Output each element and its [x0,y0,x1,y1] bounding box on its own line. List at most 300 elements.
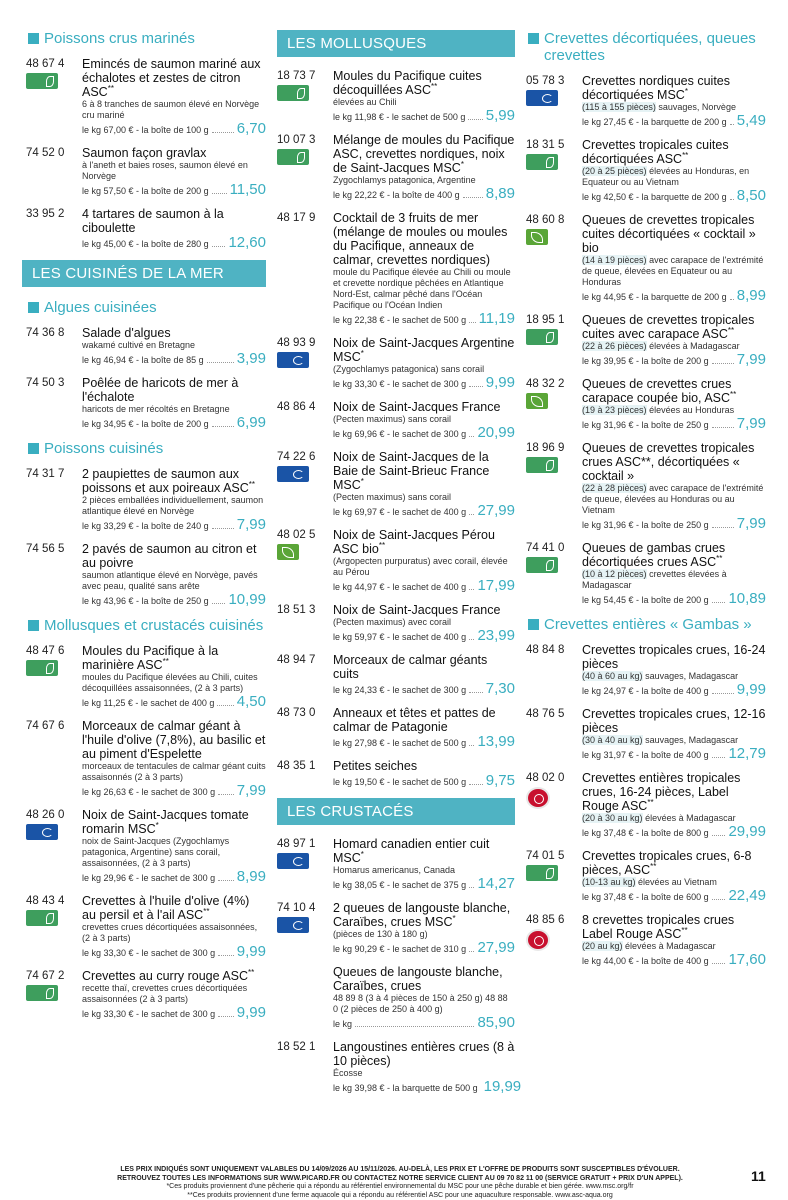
asc-logo-icon [26,73,58,89]
product-description-text: haricots de mer récoltés en Bretagne [82,404,230,414]
product-details [333,837,515,891]
unit-price: le kg 46,94 € - la boîte de 85 g [82,355,204,365]
unit-price: le kg 44,00 € - la boîte de 400 g [582,956,709,966]
product-name [333,603,515,617]
unit-price: le kg 39,98 € - la barquette de 500 g [333,1083,478,1093]
unit-price: le kg 34,95 € - la boîte de 200 g [82,419,209,429]
product-left [526,643,582,697]
unit-price: le kg 11,98 € - le sachet de 500 g [333,112,466,122]
certification-marker: ** [681,925,688,935]
product-item [26,542,266,607]
product-name-text: Noix de Saint-Jacques France [333,400,501,414]
product-name-text: Homard canadien entier cuit MSC [333,837,490,865]
product-item [526,643,766,697]
asc-logo-icon [526,865,558,881]
product-price: 8,99 [736,287,766,304]
product-name [333,965,515,993]
product-code: 48 47 6 [26,645,65,657]
product-name [82,644,266,672]
product-code: 74 50 3 [26,377,65,389]
product-price: 12,79 [728,745,766,762]
product-price: 17,60 [728,951,766,968]
product-price: 3,99 [236,350,266,367]
product-price: 8,89 [485,185,515,202]
product-price: 7,99 [236,782,266,799]
section-band: LES CUISINÉS DE LA MER [22,260,266,287]
product-code: 48 02 0 [526,772,565,784]
product-name [82,969,266,983]
product-name [582,441,766,483]
product-price: 27,99 [477,939,515,956]
product-price: 22,49 [728,887,766,904]
product-description-text: avec carapace de l'extrémité de queue, élevées au Honduras ou au Vietnam [582,483,764,515]
product-details [333,653,515,696]
product-left [277,528,333,593]
product-details [333,759,515,788]
product-name-text: Poêlée de haricots de mer à l'échalote [82,376,239,404]
product-details [333,603,515,643]
asc-logo-icon [526,557,558,573]
certification-marker: ** [378,540,386,550]
product-details [333,450,515,518]
product-name [82,808,266,836]
asc-logo-icon [526,457,558,473]
product-left [277,450,333,518]
section-heading-text: Crevettes entières « Gambas » [544,616,752,633]
certification-marker: * [360,476,364,486]
product-details [82,146,266,197]
product-item [26,467,266,532]
square-bullet-icon [528,33,539,44]
price-line [582,682,766,697]
product-description [82,570,266,592]
product-code: 74 22 6 [277,451,316,463]
certification-marker: * [452,913,456,923]
product-left [26,894,82,959]
product-name-text: Queues de langouste blanche, Caraïbes, crues [333,965,503,993]
product-details [333,133,515,201]
dotted-leader [469,951,474,952]
price-line [82,592,266,607]
unit-price: le kg 24,33 € - le sachet de 300 g [333,685,467,695]
product-details [333,706,515,749]
product-description-text: sauvages, Madagascar [645,735,739,745]
product-details [82,207,266,250]
product-left [26,719,82,798]
product-item [277,528,515,593]
product-description [82,922,266,944]
unit-price: le kg 29,96 € - le sachet de 300 g [82,873,216,883]
product-name [333,706,515,734]
product-name-text: Queues de crevettes tropicales crues ASC**, décortiquées « cocktail » [582,441,755,483]
product-description-text: moules du Pacifique élevées au Chili, cuites décoquillées assaisonnées, (2 à 3 parts) [82,672,258,693]
unit-price: le kg 38,05 € - le sachet de 375 g [333,880,467,890]
product-name [582,849,766,877]
product-name [82,376,266,404]
price-line [333,681,515,696]
product-left [526,913,582,967]
certification-marker: * [360,348,364,358]
unit-price: le kg 33,30 € - le sachet de 300 g [82,948,216,958]
square-bullet-icon [28,33,39,44]
product-left [26,969,82,1020]
product-item [526,541,766,606]
product-item [26,894,266,959]
asc-logo-icon [26,910,58,926]
section-heading [526,30,766,64]
msc-logo-icon [277,853,309,869]
unit-price: le kg 31,96 € - la boîte de 250 g [582,520,709,530]
product-price: 7,99 [736,515,766,532]
price-line [333,876,515,891]
product-item [277,759,515,788]
page-number: 11 [751,1168,766,1184]
product-details [582,74,766,128]
product-code: 74 67 2 [26,970,65,982]
product-name-text: Moules du Pacifique cuites décoquillées ASC [333,69,482,97]
section-heading [26,299,266,316]
product-item [277,1040,522,1095]
product-item [277,603,515,643]
product-left [277,965,333,1030]
product-code: 74 41 0 [526,542,565,554]
product-left [26,57,82,136]
product-description-text: recette thaï, crevettes crues décortiquées assaisonnées (2 à 3 parts) [82,983,248,1004]
product-name-text: 2 pavés de saumon au citron et au poivre [82,542,257,570]
product-price: 12,60 [228,234,266,251]
product-details [582,913,766,967]
product-description [582,166,766,188]
product-item [277,450,515,518]
dotted-leader [469,514,474,515]
product-name [333,653,515,681]
product-code: 48 73 0 [277,707,316,719]
product-left [526,541,582,606]
unit-price: le kg 22,22 € - la boîte de 400 g [333,190,460,200]
product-item [277,837,515,891]
product-price: 9,99 [236,943,266,960]
price-line [333,108,515,123]
product-description-text: élevées à Madagascar [625,941,716,951]
price-line [582,352,766,367]
product-name-text: Noix de Saint-Jacques de la Baie de Saint-Brieuc France MSC [333,450,490,492]
dotted-leader [212,603,226,604]
product-name-text: Noix de Saint-Jacques France [333,603,501,617]
price-line [82,415,266,430]
certification-marker: * [155,820,159,830]
footer-legal [110,1166,690,1200]
product-name [333,400,515,414]
product-code: 48 35 1 [277,760,316,772]
product-name-text: Noix de Saint-Jacques Argentine MSC [333,336,515,364]
section-heading [26,617,266,634]
product-code: 48 84 8 [526,644,565,656]
product-name-text: Salade d'algues [82,326,171,340]
product-description [82,99,266,121]
dotted-leader [712,363,734,364]
product-name-text: Crevettes tropicales crues, 12-16 pièces [582,707,766,735]
footer-line-3: *Ces produits proviennent d'une pêcherie qui a répondu au référentiel environnemental du MSC pour une pêche durable et bien gérée. www.msc.org/fr [166,1183,634,1190]
product-item [526,138,766,203]
product-item [526,213,766,303]
product-description-text: (Pecten maximus) sans corail [333,414,452,424]
dotted-leader [469,887,474,888]
product-name-text: Crevettes tropicales cuites décortiquées ASC [582,138,729,166]
product-name-text: Cocktail de 3 fruits de mer (mélange de moules ou moules du Pacifique, anneaux de calmar, crevettes nordiques) [333,211,508,267]
product-code: 74 56 5 [26,543,65,555]
product-details [82,969,266,1020]
product-description-text: crevettes élevées à Madagascar [582,569,727,590]
product-description [82,836,266,869]
product-code: 48 76 5 [526,708,565,720]
product-left [526,707,582,761]
product-price: 10,89 [728,590,766,607]
product-description [582,483,766,516]
section-heading-text: Poissons crus marinés [44,30,195,47]
product-price: 7,99 [736,351,766,368]
square-bullet-icon [28,302,39,313]
unit-price: le kg 33,29 € - la boîte de 240 g [82,521,209,531]
product-name-text: Morceaux de calmar géant à l'huile d'olive (7,8%), au basilic et au piment d'Espelette [82,719,266,761]
product-left [26,467,82,532]
asc-logo-icon [277,85,309,101]
price-line [333,375,515,390]
product-name [582,643,766,671]
product-quantity-highlight: (115 à 155 pièces) [582,102,656,112]
product-price: 27,99 [477,502,515,519]
product-details [333,69,515,123]
product-details [582,707,766,761]
product-code: 48 43 4 [26,895,65,907]
product-name-text: Anneaux et têtes et pattes de calmar de Patagonie [333,706,496,734]
product-left [277,901,333,955]
dotted-leader [469,784,483,785]
product-quantity-highlight: (22 à 26 pièces) [582,341,647,351]
dotted-leader [712,693,734,694]
product-name [582,541,766,569]
product-left [26,376,82,430]
product-item [277,400,515,440]
product-description-text: (Pecten maximus) avec corail [333,617,452,627]
product-left [26,542,82,607]
product-name [82,894,266,922]
product-item [26,57,266,136]
certification-marker: ** [716,553,723,563]
product-name [82,146,266,160]
product-name [82,542,266,570]
dotted-leader [212,528,234,529]
product-details [333,901,515,955]
product-description-text: Homarus americanus, Canada [333,865,456,875]
product-item [277,69,515,123]
dotted-leader [218,1016,234,1017]
product-name-text: Crevettes nordiques cuites décortiquées MSC [582,74,730,102]
product-details [333,400,515,440]
product-name-text: Saumon façon gravlax [82,146,207,160]
product-name-text: Moules du Pacifique à la marinière ASC [82,644,219,672]
unit-price: le kg 26,63 € - le sachet de 300 g [82,787,216,797]
product-item [526,441,766,531]
certification-marker: ** [107,83,114,93]
product-name [333,133,515,175]
product-left [277,211,333,326]
product-price: 13,99 [477,733,515,750]
product-name [82,326,266,340]
product-name-text: Noix de Saint-Jacques tomate romarin MSC [82,808,249,836]
product-name-text: Queues de crevettes tropicales cuites décortiquées « cocktail » bio [582,213,756,255]
product-details [333,211,515,326]
dotted-leader [730,199,734,200]
product-description-text: élevées au Vietnam [638,877,717,887]
product-item [526,913,766,967]
product-name [333,1040,515,1068]
certification-marker: ** [730,389,737,399]
unit-price: le kg 44,97 € - le sachet de 400 g [333,582,467,592]
product-quantity-highlight: (19 à 23 pièces) [582,405,647,415]
price-line [582,288,766,303]
dotted-leader [712,602,726,603]
price-line [582,516,766,531]
product-code: 10 07 3 [277,134,316,146]
product-left [277,336,333,390]
product-details [333,1040,522,1095]
product-name [582,771,766,813]
product-quantity-highlight: (20 à 25 pièces) [582,166,647,176]
msc-logo-icon [277,917,309,933]
product-name [333,69,515,97]
product-details [82,542,266,607]
certification-marker: ** [162,656,169,666]
product-code: 05 78 3 [526,75,565,87]
product-item [26,969,266,1020]
square-bullet-icon [28,620,39,631]
certification-marker: * [684,86,688,96]
unit-price: le kg 27,98 € - le sachet de 500 g [333,738,467,748]
price-line [82,783,266,798]
product-code: 18 52 1 [277,1041,316,1053]
dotted-leader [469,436,474,437]
footer-line-4: **Ces produits proviennent d'une ferme aquacole qui a répondu au référentiel ASC pour une aquaculture responsable. www.asc-aqua.org [187,1191,613,1199]
dotted-leader [212,246,226,247]
product-price: 20,99 [477,424,515,441]
product-name-text: Mélange de moules du Pacifique ASC, crevettes nordiques, noix de Saint-Jacques MSC [333,133,515,175]
product-description-text: morceaux de tentacules de calmar géant cuits assaisonnés (2 à 3 parts) [82,761,266,782]
price-line [333,734,515,749]
dotted-leader [218,880,234,881]
product-description-text: élevées au Honduras [649,405,735,415]
product-price: 6,99 [236,414,266,431]
unit-price: le kg 33,30 € - le sachet de 300 g [333,379,467,389]
product-quantity-highlight: (10 à 12 pièces) [582,569,647,579]
product-description [582,255,766,288]
product-details [582,643,766,697]
unit-price: le kg 31,96 € - la boîte de 250 g [582,420,709,430]
product-item [277,706,515,749]
product-name [333,211,515,267]
product-left [526,849,582,903]
unit-price: le kg [333,1019,353,1029]
product-code: 18 95 1 [526,314,565,326]
product-details [582,138,766,203]
product-description [333,556,515,578]
product-name [582,707,766,735]
label-rouge-icon [526,787,550,809]
unit-price: le kg 69,97 € - le sachet de 400 g [333,507,467,517]
product-details [582,313,766,367]
product-name [333,528,515,556]
unit-price: le kg 59,97 € - le sachet de 400 g [333,632,467,642]
dotted-leader [355,1026,474,1027]
dotted-leader [218,794,234,795]
product-quantity-highlight: (22 à 28 pièces) [582,483,647,493]
product-code: 74 10 4 [277,902,316,914]
product-code: 48 26 0 [26,809,65,821]
product-item [26,326,266,366]
product-price: 5,99 [485,107,515,124]
unit-price: le kg 45,00 € - la boîte de 280 g [82,239,209,249]
certification-marker: ** [248,479,256,489]
product-item [526,313,766,367]
price-line [82,182,266,197]
product-name-text: 2 paupiettes de saumon aux poissons et aux poireaux ASC [82,467,249,495]
product-item [526,377,766,431]
dotted-leader [212,193,227,194]
product-code: 74 36 8 [26,327,65,339]
product-description-text: Écosse [333,1068,363,1078]
product-item [26,146,266,197]
certification-marker: ** [203,906,210,916]
section-heading-text: Mollusques et crustacés cuisinés [44,617,264,634]
column-middle [277,26,522,1104]
product-price: 7,30 [485,680,515,697]
dotted-leader [730,299,734,300]
unit-price: le kg 37,48 € - la boîte de 800 g [582,828,709,838]
price-line [82,235,266,250]
section-band: LES CRUSTACÉS [277,798,515,825]
price-line [333,940,515,955]
product-name [582,913,766,941]
product-description [82,495,266,517]
dotted-leader [469,745,474,746]
product-code: 74 67 6 [26,720,65,732]
product-price: 4,50 [236,693,266,710]
product-code: 48 60 8 [526,214,565,226]
price-line [582,952,766,967]
product-details [582,771,766,839]
product-price: 6,70 [236,120,266,137]
product-price: 7,99 [236,516,266,533]
dotted-leader [712,527,734,528]
price-line [582,746,766,761]
unit-price: le kg 22,38 € - le sachet de 500 g [333,315,467,325]
product-name [582,138,766,166]
product-description-text: wakamé cultivé en Bretagne [82,340,196,350]
product-left [277,69,333,123]
msc-logo-icon [26,824,58,840]
product-name-text: Emincés de saumon mariné aux échalotes et zestes de citron ASC [82,57,261,99]
product-description-text: moule du Pacifique élevée au Chili ou moule et crevette nordique pêchées en Atlantique Nord-Est, calmar pêché dans l'Océan Pacifique ou l'Océan Indien [333,267,511,310]
product-left [26,146,82,197]
organic-leaf-icon [277,544,299,560]
product-price: 29,99 [728,823,766,840]
product-item [26,808,266,884]
dotted-leader [712,427,734,428]
price-line [333,578,515,593]
unit-price: le kg 27,45 € - la barquette de 200 g [582,117,727,127]
product-price: 8,99 [236,868,266,885]
dotted-leader [207,362,234,363]
product-name-text: Queues de crevettes crues carapace coupée bio, ASC [582,377,732,405]
